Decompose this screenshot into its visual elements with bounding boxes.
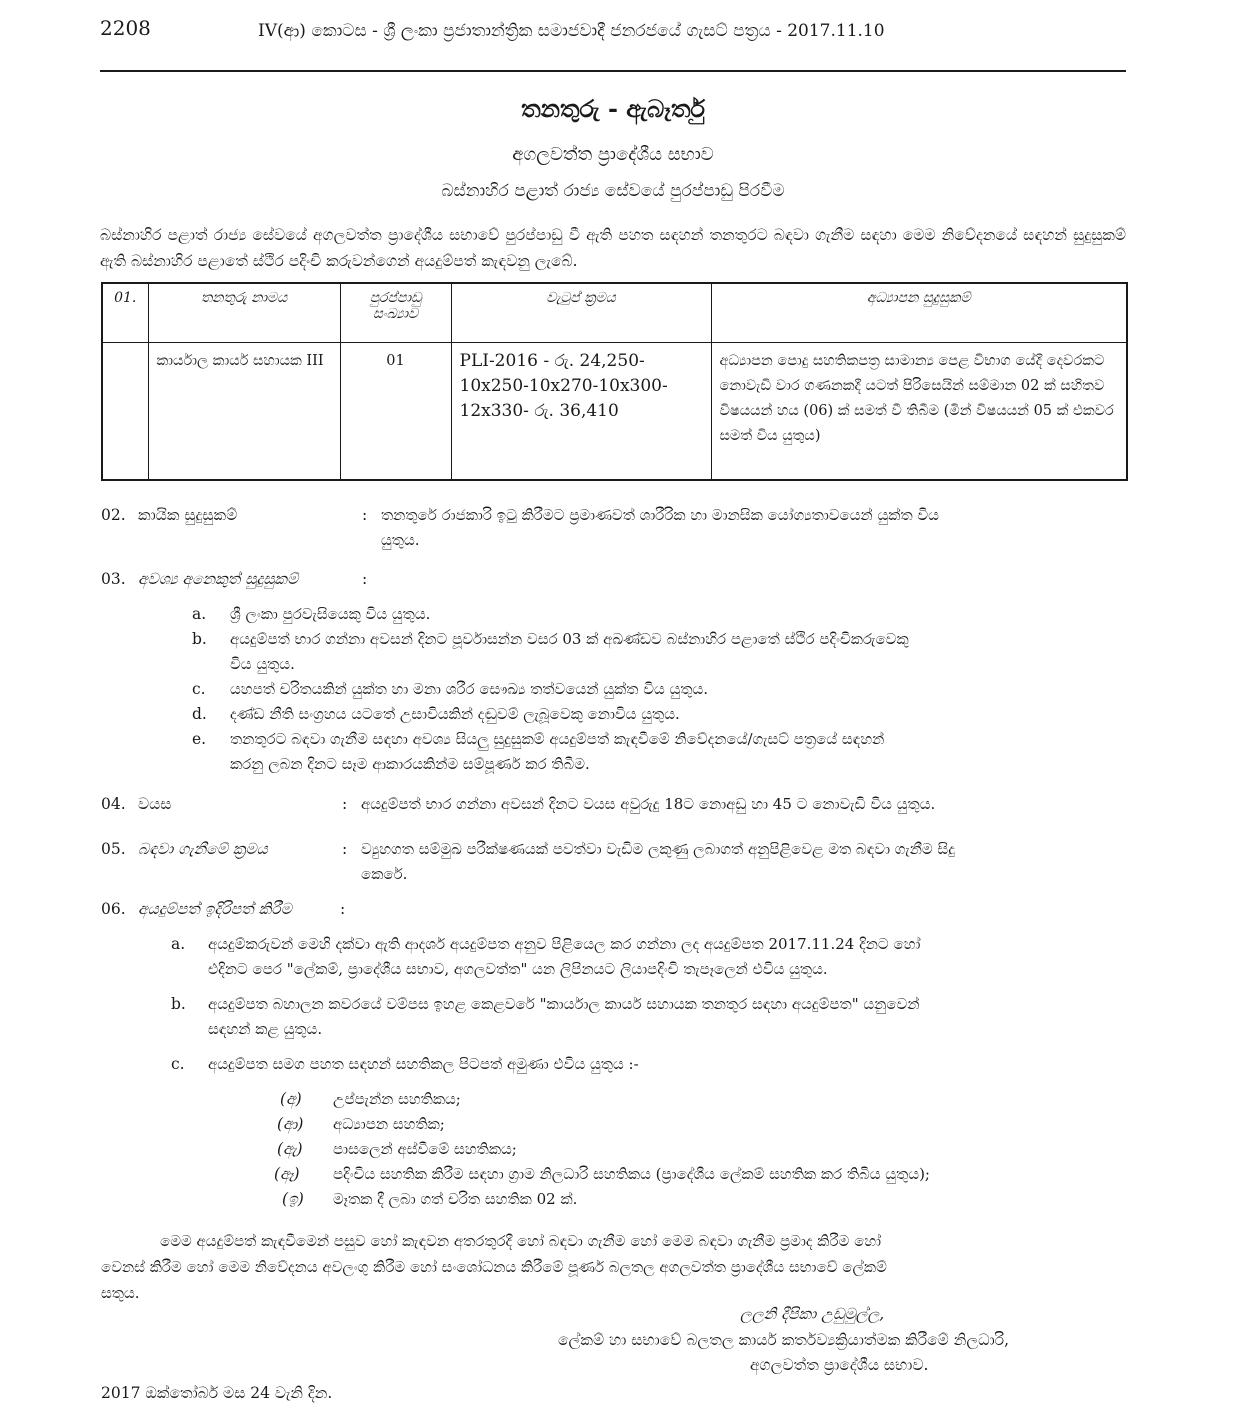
section-03-label: අවශ්‍ය අනෙකුත් සුදුසුකම් — [138, 570, 299, 588]
cell-vacancies: 01 — [340, 343, 451, 481]
closing-line-1: මෙම අයදුම්පත් කැඳවීමෙන් පසුව හෝ කැඳවන අතරතුරදී හෝ බඳවා ගැනීම හෝ මෙම බඳවා ගැනීම ප්‍රමාද කිරීම හෝ — [160, 1232, 882, 1250]
notice-subject: බස්නාහිර පළාත් රාජ්‍ය සේවයේ පුරප්පාඩු පිරවීම — [441, 181, 785, 201]
cell-number — [102, 343, 148, 481]
section-06-c-line-1: අයදුම්පත සමග පහත සඳහන් සහතිකල පිටපත් අමුණා එවිය යුතුය :- — [208, 1055, 639, 1073]
notice-date: 2017 ඔක්තෝබර් මස 24 වැනි දින. — [101, 1384, 333, 1402]
list-item-continuation: විය යුතුය. — [230, 655, 295, 673]
section-04-number: 04. — [101, 795, 126, 813]
section-06-colon: : — [340, 900, 346, 918]
signatory-office: අගලවත්ත ප්‍රාදේශීය සභාව. — [750, 1356, 929, 1374]
section-03-number: 03. — [101, 570, 126, 588]
header-rule — [100, 70, 1126, 72]
section-06-number: 06. — [101, 900, 126, 918]
list-item: යහපත් චරිතයකින් යුක්ත හා මනා ශරීර සෞඛ්‍ය තත්වයෙන් යුක්ත විය යුතුය. — [230, 680, 709, 698]
closing-line-3: සතුය. — [101, 1284, 140, 1302]
col-header-qualifications: අධ්‍යාපන සුදුසුකම් — [711, 283, 1127, 343]
section-02-number: 02. — [101, 506, 126, 524]
item-letter: c. — [192, 680, 206, 698]
list-item: ශ්‍රී ලංකා පුරවැසියෙකු විය යුතුය. — [230, 605, 431, 623]
list-item: අධ්‍යාපන සහතික; — [333, 1115, 445, 1133]
cell-post-name: කාර්යාල කාර්ය සහායක III — [148, 343, 340, 481]
section-02-text-1: තනතුරේ රාජකාරි ඉටු කිරීමට ප්‍රමාණවත් ශාරීරික හා මානසික යෝග්‍යතාවයෙන් යුක්ත විය — [381, 506, 939, 524]
section-06-b-line-2: සඳහන් කළ යුතුය. — [208, 1020, 323, 1038]
list-item: උප්පැන්න සහතිකය; — [333, 1090, 461, 1108]
intro-paragraph: බස්නාහිර පළාත් රාජ්‍ය සේවයේ අගලවත්ත ප්‍රාදේශීය සභාවේ පුරප්පාඩු වී ඇති පහත සඳහන් තනතුරට බඳවා ගැනීම සඳහා මෙම නිවේදනයේ සඳහන් සුදුසුකම් ඇති බස්නාහිර පළාතේ ස්ථිර පදිංචි කරුවන්ගෙන් අයදුම්පත් කැඳවනු ලැබේ. — [100, 226, 1126, 270]
item-letter: b. — [192, 630, 207, 648]
page-number: 2208 — [100, 16, 151, 40]
section-03-colon: : — [362, 570, 368, 588]
doc-mark: (ආ) — [277, 1115, 304, 1133]
doc-mark: (ඈ) — [274, 1165, 300, 1183]
list-item: තනතුරට බඳවා ගැනීම සඳහා අවශ්‍ය සියලු සුදුසුකම් අයදුම්පත් කැඳවීමේ නිවේදනයේ/ගැසට් පත්‍රයේ සඳහන් — [230, 730, 885, 748]
item-letter: a. — [192, 605, 207, 623]
list-item: මෑතක දී ලබා ගත් චරිත සහතික 02 ක්. — [333, 1190, 578, 1208]
doc-mark: (ඉ) — [282, 1190, 304, 1208]
section-04-colon: : — [342, 795, 348, 813]
vacancy-table — [101, 282, 1128, 481]
section-05-text-1: ව්‍යුහගත සම්මුඛ පරීක්ෂණයක් පවත්වා වැඩිම ලකුණු ලබාගත් අනුපිළිවෙළ මත බඳවා ගැනීම සිදු — [361, 840, 955, 858]
section-04-text: අයදුම්පත් භාර ගන්නා අවසන් දිනට වයස අවුරුදු 18ට නොඅඩු හා 45 ට නොවැඩි විය යුතුය. — [361, 795, 936, 813]
col-header-vacancies: පුරප්පාඩු සංඛ්‍යාව — [340, 283, 451, 343]
section-06-a-line-2: එදිනට පෙර "ලේකම්, ප්‍රාදේශීය සභාව, අගලවත්ත" යන ලිපිනයට ලියාපදිංචි තැපෑලෙන් එවිය යුතුය. — [208, 960, 828, 978]
item-letter: c. — [171, 1055, 185, 1073]
council-name: අගලවත්ත ප්‍රාදේශීය සභාව — [512, 144, 714, 165]
section-05-label: බඳවා ගැනීමේ ක්‍රමය — [138, 840, 268, 858]
closing-line-2: වෙනස් කිරීම හෝ මෙම නිවේදනය අවලංගු කිරීම හෝ සංශෝධනය කිරීමේ පූර්ණ බලතල අගලවත්ත ප්‍රාදේශීය සභාවේ ලේකම් — [101, 1258, 887, 1276]
item-letter: d. — [192, 705, 207, 723]
list-item: පදිංචිය සහතික කිරීම සඳහා ග්‍රාම නිලධාරි සහතිකය (ප්‍රාදේශීය ලේකම් සහතික කර තිබිය යුතුය); — [333, 1165, 930, 1183]
section-05-text-2: කෙරේ. — [361, 865, 408, 883]
section-02-label: කායික සුදුසුකම් — [138, 506, 238, 524]
doc-mark: (ඇ) — [277, 1140, 303, 1158]
section-05-number: 05. — [101, 840, 126, 858]
list-item: දණ්ඩ නීති සංග්‍රහය යටතේ උසාවියකින් දඬුවම් ලැබූවෙකු නොවිය යුතුය. — [230, 705, 680, 723]
section-05-colon: : — [342, 840, 348, 858]
section-06-a-line-1: අයදුම්කරුවන් මෙහි දක්වා ඇති ආදර්ශ අයදුම්පත අනුව පිළියෙල කර ගන්නා ලද අයදුම්පත 2017.11.24 දිනට හෝ — [208, 935, 921, 953]
signatory-name: ලලනි දීපිකා උඩුමුල්ල, — [740, 1305, 885, 1323]
section-06-b-line-1: අයදුම්පත බහාලන කවරයේ වම්පස ඉහළ කෙළවරේ "කාර්යාල කාර්ය සහායක තනතුර සඳහා අයදුම්පත" යනුවෙන් — [208, 995, 920, 1013]
list-item-continuation: කරනු ලබන දිනට සෑම ආකාරයකින්ම සම්පූර්ණ කර තිබීම. — [230, 755, 590, 773]
list-item: අයදුම්පත් භාර ගන්නා අවසන් දිනට පූර්වාසන්න වසර 03 ක් අඛණ්ඩව බස්නාහිර පළාතේ ස්ථිර පදිංචිකරුවෙකු — [230, 630, 909, 648]
section-02-text-2: යුතුය. — [381, 531, 420, 549]
doc-mark: (අ) — [280, 1090, 302, 1108]
item-letter: e. — [192, 730, 207, 748]
cell-qualifications: අධ්‍යාපන පොදු සහතිකපත්‍ර සාමාන්‍ය පෙළ විභාග යේදී දෙවරකට නොවැඩි වාර ගණනකදී යටත් පිරිසෙයින් සම්මාන 02 ක් සහිතව විෂයයන් හය (06) ක් සමත් වී තිබීම (මින් විෂයයන් 05 ක් එකවර සමත් විය යුතුය) — [711, 343, 1127, 481]
col-header-salary: වැටුප් ක්‍රමය — [451, 283, 711, 343]
col-header-number: 01. — [102, 283, 148, 343]
signatory-title: ලේකම් හා සභාවේ බලතල කාර්ය කර්තව්‍යක්‍රියාත්මක කිරීමේ නිලධාරි, — [558, 1331, 1010, 1349]
section-06-label: අයදුම්පත් ඉදිරිපත් කිරීම — [138, 900, 292, 918]
table-row — [102, 343, 1127, 481]
section-02-colon: : — [362, 506, 368, 524]
section-04-label: වයස — [138, 795, 172, 813]
item-letter: a. — [171, 935, 186, 953]
table-header-row — [102, 283, 1127, 343]
list-item: පාසලෙන් අස්වීමේ සහතිකය; — [333, 1140, 517, 1158]
cell-salary-scale: PLI-2016 - රු. 24,250-10x250-10x270-10x300-12x330- රු. 36,410 — [451, 343, 711, 481]
running-head: IV(ආ) කොටස - ශ්‍රී ලංකා ප්‍රජාතාන්ත්‍රික සමාජවාදී ජනරජයේ ගැසට් පත්‍රය - 2017.11.10 — [258, 21, 885, 41]
section-title: තනතුරු - ඇබෑර්තු — [521, 94, 705, 123]
col-header-post: තනතුරු නාමය — [148, 283, 340, 343]
item-letter: b. — [171, 995, 186, 1013]
